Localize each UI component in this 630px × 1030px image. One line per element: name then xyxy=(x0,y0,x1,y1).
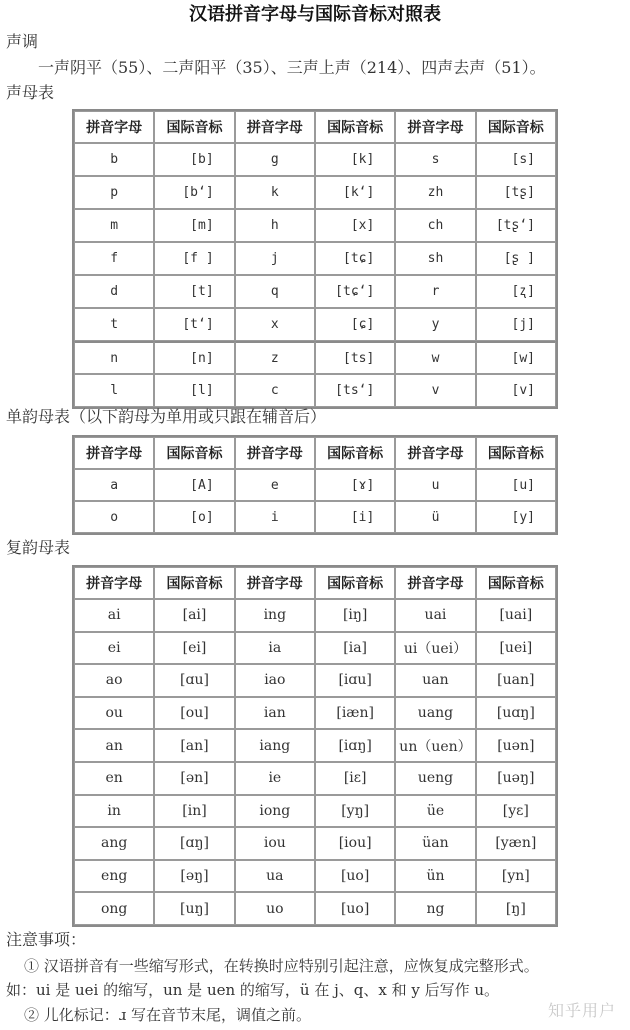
ipa-cell: [an] xyxy=(154,729,234,762)
header-pinyin: 拼音字母 xyxy=(74,111,154,143)
table-row xyxy=(74,469,556,501)
header-ipa: 国际音标 xyxy=(154,111,234,143)
header-ipa: 国际音标 xyxy=(315,111,395,143)
pinyin-cell: ng xyxy=(395,892,475,925)
ipa-cell: [yɛ] xyxy=(476,795,556,828)
ipa-cell: [w] xyxy=(476,341,556,374)
ipa-cell: [i] xyxy=(315,501,395,533)
table-row xyxy=(74,664,556,697)
ipa-cell: [ai] xyxy=(154,599,234,632)
ipa-cell: [əŋ] xyxy=(154,860,234,893)
header-pinyin: 拼音字母 xyxy=(235,567,315,599)
pinyin-cell: ueng xyxy=(395,762,475,795)
pinyin-cell: iao xyxy=(235,664,315,697)
table-row xyxy=(74,501,556,533)
table-row xyxy=(74,242,556,275)
pinyin-cell: ing xyxy=(235,599,315,632)
note-item-2: ② 儿化标记：ɹ 写在音节末尾，调值之前。 xyxy=(24,1006,312,1024)
ipa-cell: [t] xyxy=(154,275,234,308)
pinyin-cell: u xyxy=(395,469,475,501)
ipa-cell: [uɑŋ] xyxy=(476,697,556,730)
ipa-cell: [ia] xyxy=(315,632,395,665)
pinyin-cell: in xyxy=(74,795,154,828)
pinyin-cell: ui（uei） xyxy=(395,632,475,665)
pinyin-cell: ai xyxy=(74,599,154,632)
table-row xyxy=(74,795,556,828)
table-header-row xyxy=(74,111,556,143)
ipa-cell: [tɕʻ] xyxy=(315,275,395,308)
header-pinyin: 拼音字母 xyxy=(395,111,475,143)
table-row xyxy=(74,176,556,209)
ipa-cell: [kʻ] xyxy=(315,176,395,209)
pinyin-cell: d xyxy=(74,275,154,308)
pinyin-cell: y xyxy=(395,308,475,341)
pinyin-cell: o xyxy=(74,501,154,533)
pinyin-cell: c xyxy=(235,374,315,407)
pinyin-cell: n xyxy=(74,341,154,374)
pinyin-cell: w xyxy=(395,341,475,374)
pinyin-cell: en xyxy=(74,762,154,795)
pinyin-cell: b xyxy=(74,143,154,176)
header-pinyin: 拼音字母 xyxy=(395,437,475,469)
pinyin-cell: k xyxy=(235,176,315,209)
header-ipa: 国际音标 xyxy=(476,567,556,599)
header-pinyin: 拼音字母 xyxy=(74,567,154,599)
ipa-cell: [tʻ] xyxy=(154,308,234,341)
pinyin-cell: l xyxy=(74,374,154,407)
ipa-cell: [iɛ] xyxy=(315,762,395,795)
table-row xyxy=(74,860,556,893)
header-ipa: 国际音标 xyxy=(154,567,234,599)
ipa-cell: [m] xyxy=(154,209,234,242)
ipa-cell: [o] xyxy=(154,501,234,533)
ipa-cell: [yæn] xyxy=(476,827,556,860)
ipa-cell: [iɑŋ] xyxy=(315,729,395,762)
ipa-cell: [ou] xyxy=(154,697,234,730)
table-row xyxy=(74,209,556,242)
table-row xyxy=(74,827,556,860)
ipa-cell: [bʻ] xyxy=(154,176,234,209)
pinyin-cell: x xyxy=(235,308,315,341)
pinyin-cell: eng xyxy=(74,860,154,893)
simple-finals-table xyxy=(72,435,558,535)
pinyin-cell: ch xyxy=(395,209,475,242)
pinyin-cell: ü xyxy=(395,501,475,533)
ipa-cell: [tɕ] xyxy=(315,242,395,275)
pinyin-cell: an xyxy=(74,729,154,762)
compound-finals-heading: 复韵母表 xyxy=(6,538,71,557)
ipa-cell: [tʂʻ] xyxy=(476,209,556,242)
table-row xyxy=(74,341,556,374)
table-row xyxy=(74,275,556,308)
ipa-cell: [ɤ] xyxy=(315,469,395,501)
table-row xyxy=(74,729,556,762)
notes-heading: 注意事项： xyxy=(6,930,87,949)
pinyin-cell: f xyxy=(74,242,154,275)
ipa-cell: [uan] xyxy=(476,664,556,697)
pinyin-cell: q xyxy=(235,275,315,308)
header-pinyin: 拼音字母 xyxy=(74,437,154,469)
pinyin-cell: uo xyxy=(235,892,315,925)
initials-heading: 声母表 xyxy=(6,83,55,102)
ipa-cell: [k] xyxy=(315,143,395,176)
pinyin-cell: z xyxy=(235,341,315,374)
ipa-cell: [ʂ ] xyxy=(476,242,556,275)
pinyin-cell: i xyxy=(235,501,315,533)
ipa-cell: [j] xyxy=(476,308,556,341)
ipa-cell: [uei] xyxy=(476,632,556,665)
note-item-1: ① 汉语拼音有一些缩写形式，在转换时应特别引起注意，应恢复成完整形式。 xyxy=(24,957,539,975)
ipa-cell: [uəŋ] xyxy=(476,762,556,795)
ipa-cell: [ŋ] xyxy=(476,892,556,925)
header-ipa: 国际音标 xyxy=(154,437,234,469)
note-item-1-example: 如：ui 是 uei 的缩写，un 是 uen 的缩写，ü 在 j、q、x 和 y 后写作 u。 xyxy=(6,981,500,999)
ipa-cell: [s] xyxy=(476,143,556,176)
ipa-cell: [v] xyxy=(476,374,556,407)
pinyin-cell: un（uen） xyxy=(395,729,475,762)
header-ipa: 国际音标 xyxy=(476,111,556,143)
ipa-cell: [ɑu] xyxy=(154,664,234,697)
page-title: 汉语拼音字母与国际音标对照表 xyxy=(189,4,441,25)
pinyin-cell: uan xyxy=(395,664,475,697)
pinyin-cell: ei xyxy=(74,632,154,665)
pinyin-cell: ie xyxy=(235,762,315,795)
pinyin-cell: ian xyxy=(235,697,315,730)
pinyin-cell: uang xyxy=(395,697,475,730)
pinyin-cell: v xyxy=(395,374,475,407)
table-header-row xyxy=(74,437,556,469)
ipa-cell: [iɑu] xyxy=(315,664,395,697)
table-row xyxy=(74,374,556,407)
table-header-row xyxy=(74,567,556,599)
pinyin-cell: e xyxy=(235,469,315,501)
pinyin-cell: iou xyxy=(235,827,315,860)
pinyin-cell: ia xyxy=(235,632,315,665)
pinyin-cell: s xyxy=(395,143,475,176)
simple-finals-heading: 单韵母表（以下韵母为单用或只跟在辅音后） xyxy=(6,407,327,426)
table-row xyxy=(74,762,556,795)
table-row xyxy=(74,143,556,176)
pinyin-cell: iang xyxy=(235,729,315,762)
pinyin-cell: ao xyxy=(74,664,154,697)
header-pinyin: 拼音字母 xyxy=(235,437,315,469)
ipa-cell: [ts] xyxy=(315,341,395,374)
ipa-cell: [uŋ] xyxy=(154,892,234,925)
ipa-cell: [iŋ] xyxy=(315,599,395,632)
table-row xyxy=(74,308,556,341)
pinyin-cell: h xyxy=(235,209,315,242)
header-ipa: 国际音标 xyxy=(476,437,556,469)
initials-table xyxy=(72,109,558,409)
pinyin-cell: t xyxy=(74,308,154,341)
pinyin-cell: zh xyxy=(395,176,475,209)
ipa-cell: [uo] xyxy=(315,860,395,893)
ipa-cell: [uən] xyxy=(476,729,556,762)
ipa-cell: [in] xyxy=(154,795,234,828)
pinyin-cell: g xyxy=(235,143,315,176)
ipa-cell: [uo] xyxy=(315,892,395,925)
watermark: 知乎用户 xyxy=(547,1001,616,1020)
pinyin-cell: üan xyxy=(395,827,475,860)
ipa-cell: [uai] xyxy=(476,599,556,632)
ipa-cell: [f ] xyxy=(154,242,234,275)
ipa-cell: [ɕ] xyxy=(315,308,395,341)
ipa-cell: [yŋ] xyxy=(315,795,395,828)
ipa-cell: [yn] xyxy=(476,860,556,893)
pinyin-cell: sh xyxy=(395,242,475,275)
pinyin-cell: ang xyxy=(74,827,154,860)
tones-heading: 声调 xyxy=(6,32,39,51)
ipa-cell: [ən] xyxy=(154,762,234,795)
table-row xyxy=(74,599,556,632)
pinyin-cell: ua xyxy=(235,860,315,893)
table-row xyxy=(74,697,556,730)
ipa-cell: [l] xyxy=(154,374,234,407)
ipa-cell: [y] xyxy=(476,501,556,533)
ipa-cell: [tsʻ] xyxy=(315,374,395,407)
ipa-cell: [ʐ] xyxy=(476,275,556,308)
ipa-cell: [iou] xyxy=(315,827,395,860)
table-row xyxy=(74,892,556,925)
pinyin-cell: r xyxy=(395,275,475,308)
header-pinyin: 拼音字母 xyxy=(235,111,315,143)
header-ipa: 国际音标 xyxy=(315,567,395,599)
pinyin-cell: m xyxy=(74,209,154,242)
ipa-cell: [x] xyxy=(315,209,395,242)
ipa-cell: [ei] xyxy=(154,632,234,665)
ipa-cell: [ɑŋ] xyxy=(154,827,234,860)
ipa-cell: [A] xyxy=(154,469,234,501)
ipa-cell: [tʂ] xyxy=(476,176,556,209)
ipa-cell: [b] xyxy=(154,143,234,176)
pinyin-cell: ong xyxy=(74,892,154,925)
pinyin-cell: iong xyxy=(235,795,315,828)
tones-text: 一声阴平（55）、二声阳平（35）、三声上声（214）、四声去声（51）。 xyxy=(38,58,546,77)
header-pinyin: 拼音字母 xyxy=(395,567,475,599)
pinyin-cell: üe xyxy=(395,795,475,828)
pinyin-cell: ün xyxy=(395,860,475,893)
pinyin-cell: uai xyxy=(395,599,475,632)
table-row xyxy=(74,632,556,665)
pinyin-cell: ou xyxy=(74,697,154,730)
pinyin-cell: j xyxy=(235,242,315,275)
ipa-cell: [u] xyxy=(476,469,556,501)
pinyin-cell: a xyxy=(74,469,154,501)
compound-finals-table xyxy=(72,565,558,927)
pinyin-cell: p xyxy=(74,176,154,209)
header-ipa: 国际音标 xyxy=(315,437,395,469)
ipa-cell: [iæn] xyxy=(315,697,395,730)
ipa-cell: [n] xyxy=(154,341,234,374)
